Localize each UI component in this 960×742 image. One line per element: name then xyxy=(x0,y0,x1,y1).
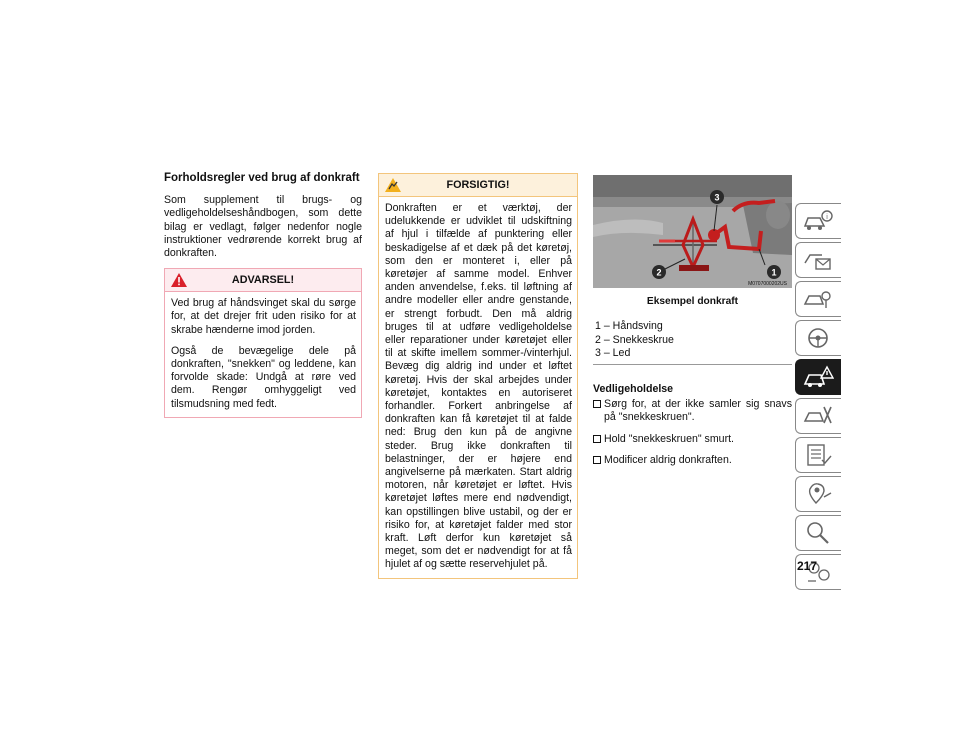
warning-title: ADVARSEL! xyxy=(231,274,295,287)
chapter-tabs xyxy=(795,203,841,593)
tab-car-key[interactable] xyxy=(795,281,841,317)
car-key-icon xyxy=(802,286,834,312)
page-number: 217 xyxy=(797,559,818,573)
magnifier-icon xyxy=(802,520,834,546)
maintenance-item xyxy=(593,398,792,424)
caution-box xyxy=(378,173,578,579)
intro-paragraph: Som supplement til brugs- og vedligeholdelseshåndbogen, som dette bilag er vedlagt, følger nedenfor nogle instruktioner vedrørende korrekt brug af donkraften. xyxy=(164,194,362,260)
tab-checklist[interactable] xyxy=(795,437,841,473)
caution-body xyxy=(379,197,577,578)
maintenance-item-text: Modificer aldrig donkraften. xyxy=(604,453,732,466)
section-title: Forholdsregler ved brug af donkraft xyxy=(164,172,360,184)
car-mail-icon xyxy=(802,247,834,273)
jack-drawing xyxy=(593,175,792,288)
jack-illustration xyxy=(593,175,792,288)
legend-item: 1 – Håndsving xyxy=(595,320,663,333)
tab-emergency[interactable] xyxy=(795,359,841,395)
callout-1: 1 xyxy=(771,267,777,278)
column-middle xyxy=(378,173,578,579)
car-warning-icon xyxy=(802,364,834,390)
tab-car-info[interactable] xyxy=(795,203,841,239)
warning-paragraph: Ved brug af håndsvinget skal du sørge for, at det drejer frit uden risiko for at skrabe hænderne imod jorden. xyxy=(171,297,356,336)
car-info-icon xyxy=(802,208,834,234)
caution-text: Donkraften er et værktøj, der udelukkende er udviklet til udskiftning af hjul i tilfælde af punktering eller beskadigelse af et dæk på det køretøj, som den er monteret i, eller på køretøjer af samme model. Enhver anden anvendelse, f.eks. til løftning af andre modeller eller andre genstande, er strengt forbudt. Den må aldrig bruges til at udføre vedligeholdelse eller reparationer under køretøjet eller til at skifte imellem sommer-/vinterhjul. Bevæg dig aldrig ind under et løftet køretøj. Hvis der skal arbejdes under køretøjet, kontaktes en autoriseret forhandler. Forkert anbringelse af donkraften kan få køretøjet til at falde ned: Brug den kun på de angivne steder. Brug ikke donkraften til belastninger, der er højere end angivelserne på mærkaten. Start aldrig motoren, når køretøjet er løftet. Hvis køretøjet løftes mere end nødvendigt, kan opstillingen blive ustabil, og der er risiko for, at køretøjet falder med stor kraft. Løft derfor kun køretøjet så meget, som det er nødvendigt for at få hjulet af og sætte reservehjulet på. xyxy=(385,202,572,571)
maintenance-title: Vedligeholdelse xyxy=(593,382,674,395)
maintenance-item-text: Sørg for, at der ikke samler sig snavs på "snekkeskruen". xyxy=(604,398,792,424)
warning-paragraph: Også de bevægelige dele på donkraften, "snekken" og leddene, kan forvolde skade: Undgå at røre ved dem. Rengør omhyggeligt ved tilsmudsning med fedt. xyxy=(171,344,356,410)
checkbox-bullet-icon xyxy=(593,456,601,464)
maintenance-item xyxy=(593,454,792,467)
caution-triangle-icon xyxy=(385,178,401,192)
maintenance-item xyxy=(593,433,792,446)
tab-location[interactable] xyxy=(795,476,841,512)
steering-wheel-icon xyxy=(802,325,834,351)
tab-car-tools[interactable] xyxy=(795,398,841,434)
figure-caption: Eksempel donkraft xyxy=(646,296,739,307)
legend-item: 3 – Led xyxy=(595,347,631,360)
caution-title: FORSIGTIG! xyxy=(446,179,510,191)
legend-item: 2 – Snekkeskrue xyxy=(595,333,674,346)
checklist-icon xyxy=(802,442,834,468)
warning-body xyxy=(165,292,361,417)
callout-3: 3 xyxy=(714,192,720,203)
location-icon xyxy=(802,481,834,507)
figure-legend xyxy=(593,320,792,365)
maintenance-item-text: Hold "snekkeskruen" smurt. xyxy=(604,432,734,445)
figure-code: M0707000202US xyxy=(748,281,787,287)
warning-triangle-icon xyxy=(171,273,187,287)
car-tools-icon xyxy=(802,403,834,429)
warning-header xyxy=(165,269,361,292)
column-left xyxy=(164,172,362,418)
column-right xyxy=(593,175,792,475)
tab-car-mail[interactable] xyxy=(795,242,841,278)
checkbox-bullet-icon xyxy=(593,400,601,408)
caution-header xyxy=(379,174,577,197)
checkbox-bullet-icon xyxy=(593,435,601,443)
svg-text:i: i xyxy=(826,214,828,221)
tab-search[interactable] xyxy=(795,515,841,551)
warning-box xyxy=(164,268,362,418)
callout-2: 2 xyxy=(656,267,662,278)
tab-steering[interactable] xyxy=(795,320,841,356)
